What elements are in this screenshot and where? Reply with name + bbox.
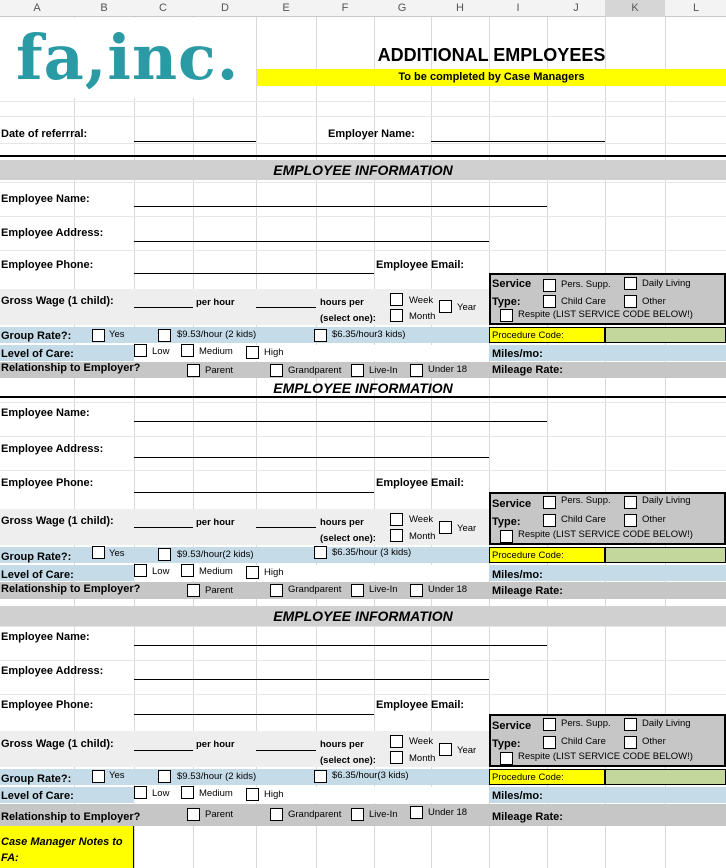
gross-wage-label: Gross Wage (1 child): [1,515,114,527]
column-b[interactable]: B [100,2,108,14]
low-label: Low [152,788,170,799]
procedure-code-label: Procedure Code: [492,550,564,561]
employee-phone-field[interactable] [134,714,374,715]
month-checkbox[interactable] [390,751,403,764]
rate-2kids-checkbox[interactable] [158,770,171,783]
hours-per-label: hours per [320,739,364,750]
year-checkbox[interactable] [439,521,452,534]
type-label: Type: [492,516,521,528]
employee-name-label: Employee Name: [1,631,90,643]
high-label: High [264,347,284,358]
rate-3kids-checkbox[interactable] [314,546,327,559]
under18-checkbox[interactable] [410,364,423,377]
month-checkbox[interactable] [390,309,403,322]
employee-phone-field[interactable] [134,273,374,274]
employee-phone-label: Employee Phone: [1,477,94,489]
rate-2kids-label: $9.53/hour(2 kids) [177,549,254,560]
child-care-label: Child Care [561,514,606,525]
daily-living-checkbox[interactable] [624,496,637,509]
procedure-code-field[interactable] [605,769,726,785]
service-label: Service [492,498,532,510]
low-checkbox[interactable] [134,786,147,799]
group-rate-yes-label: Yes [109,770,125,781]
year-checkbox[interactable] [439,743,452,756]
week-checkbox[interactable] [390,293,403,306]
parent-checkbox[interactable] [187,364,200,377]
rate-3kids-label: $6.35/hour(3 kids) [332,770,409,781]
grandparent-checkbox[interactable] [270,808,283,821]
medium-label: Medium [199,566,233,577]
procedure-code-field[interactable] [605,547,726,563]
medium-checkbox[interactable] [181,786,194,799]
parent-checkbox[interactable] [187,808,200,821]
employee-phone-field[interactable] [134,492,374,493]
medium-checkbox[interactable] [181,564,194,577]
live-in-label: Live-In [369,365,398,376]
divider [0,155,726,157]
rate-3kids-label: $6.35/hour (3 kids) [332,547,412,558]
high-label: High [264,789,284,800]
case-manager-notes-label: Case Manager Notes to FA: [1,836,123,864]
group-rate-label: Group Rate?: [1,330,72,342]
miles-label: Miles/mo: [492,348,543,360]
employee-address-field[interactable] [134,679,489,680]
live-in-label: Live-In [369,584,398,595]
respite-label: Respite (LIST SERVICE CODE BELOW!) [518,751,693,762]
year-label: Year [457,302,477,313]
live-in-checkbox[interactable] [351,584,364,597]
high-checkbox[interactable] [246,788,259,801]
child-care-checkbox[interactable] [543,514,556,527]
relationship-label: Relationship to Employer? [1,811,141,823]
gross-wage-label: Gross Wage (1 child): [1,295,114,307]
low-checkbox[interactable] [134,344,147,357]
parent-label: Parent [205,809,233,820]
hours-per-label: hours per [320,297,364,308]
month-label: Month [409,531,436,542]
level-blank-cell [316,565,489,581]
group-rate-yes-checkbox[interactable] [92,329,105,342]
column-f[interactable]: F [341,2,349,14]
procedure-code-field[interactable] [605,327,726,343]
week-label: Week [409,295,434,306]
rate-2kids-label: $9.53/hour (2 kids) [177,771,257,782]
level-of-care-label: Level of Care: [1,790,74,802]
column-j[interactable]: J [573,2,579,14]
grandparent-label: Grandparent [288,809,342,820]
procedure-code-label: Procedure Code: [492,330,564,341]
week-label: Week [409,736,434,747]
rate-2kids-checkbox[interactable] [158,548,171,561]
per-hour-label: per hour [196,517,235,528]
select-one-label: (select one): [320,313,376,324]
week-label: Week [409,514,434,525]
miles-label: Miles/mo: [492,790,543,802]
rate-3kids-checkbox[interactable] [314,329,327,342]
daily-living-checkbox[interactable] [624,277,637,290]
under18-checkbox[interactable] [410,806,423,819]
level-blank-cell [316,345,489,361]
type-label: Type: [492,296,521,308]
service-label: Service [492,720,532,732]
grandparent-checkbox[interactable] [270,584,283,597]
section-header: EMPLOYEE INFORMATION [273,380,453,396]
rate-3kids-checkbox[interactable] [314,770,327,783]
employee-name-field[interactable] [134,206,547,207]
column-c[interactable]: C [159,2,167,14]
hours-field[interactable] [256,527,316,528]
column-k[interactable]: K [631,2,639,14]
year-label: Year [457,523,477,534]
employee-address-label: Employee Address: [1,227,104,239]
procedure-code-label: Procedure Code: [492,772,564,783]
column-i[interactable]: I [516,2,520,14]
employee-address-field[interactable] [134,457,489,458]
live-in-checkbox[interactable] [351,364,364,377]
child-care-label: Child Care [561,736,606,747]
column-d[interactable]: D [221,2,229,14]
employee-name-field[interactable] [134,421,547,422]
low-label: Low [152,346,170,357]
respite-checkbox[interactable] [500,530,513,543]
section-header: EMPLOYEE INFORMATION [0,606,726,626]
hours-field[interactable] [256,750,316,751]
wage-field[interactable] [134,307,193,308]
referral-date-field[interactable] [134,141,256,142]
other-checkbox[interactable] [624,295,637,308]
pers-supp-checkbox[interactable] [543,718,556,731]
medium-checkbox[interactable] [181,344,194,357]
child-care-label: Child Care [561,296,606,307]
employee-email-label: Employee Email: [376,477,465,489]
under18-label: Under 18 [428,584,468,595]
daily-living-label: Daily Living [642,718,691,729]
medium-label: Medium [199,346,233,357]
under18-checkbox[interactable] [410,584,423,597]
other-checkbox[interactable] [624,514,637,527]
month-label: Month [409,311,436,322]
type-label: Type: [492,738,521,750]
respite-label: Respite (LIST SERVICE CODE BELOW!) [518,529,693,540]
other-label: Other [642,736,666,747]
employer-name-field[interactable] [431,141,605,142]
grandparent-label: Grandparent [288,584,342,595]
section-header: EMPLOYEE INFORMATION [0,160,726,180]
rate-2kids-label: $9.53/hour (2 kids) [177,329,257,340]
pers-supp-label: Pers. Supp. [561,718,611,729]
gross-wage-label: Gross Wage (1 child): [1,738,114,750]
employee-address-label: Employee Address: [1,443,104,455]
other-checkbox[interactable] [624,736,637,749]
service-label: Service [492,278,532,290]
week-checkbox[interactable] [390,735,403,748]
mileage-rate-label: Mileage Rate: [492,364,563,376]
column-h[interactable]: H [456,2,464,14]
hours-per-label: hours per [320,517,364,528]
live-in-checkbox[interactable] [351,808,364,821]
employee-name-field[interactable] [134,645,547,646]
company-logo: fa,inc. [12,18,245,98]
group-rate-label: Group Rate?: [1,773,72,785]
column-g[interactable]: G [397,2,407,14]
rate-3kids-label: $6.35/hour3 kids) [332,329,406,340]
month-checkbox[interactable] [390,529,403,542]
level-blank-cell [316,787,489,803]
child-care-checkbox[interactable] [543,295,556,308]
other-label: Other [642,514,666,525]
wage-field[interactable] [134,750,193,751]
month-label: Month [409,753,436,764]
daily-living-checkbox[interactable] [624,718,637,731]
employee-email-label: Employee Email: [376,259,465,271]
under18-label: Under 18 [428,807,468,818]
employee-phone-label: Employee Phone: [1,699,94,711]
under18-label: Under 18 [428,364,468,375]
group-rate-yes-label: Yes [109,329,125,340]
pers-supp-label: Pers. Supp. [561,495,611,506]
select-one-label: (select one): [320,755,376,766]
year-checkbox[interactable] [439,300,452,313]
form-title: ADDITIONAL EMPLOYEES [377,45,606,65]
rate-2kids-checkbox[interactable] [158,329,171,342]
respite-label: Respite (LIST SERVICE CODE BELOW!) [518,309,693,320]
live-in-label: Live-In [369,809,398,820]
daily-living-label: Daily Living [642,278,691,289]
case-manager-notes-label-cell [0,826,134,868]
group-rate-yes-checkbox[interactable] [92,770,105,783]
column-header-bar [0,0,726,17]
daily-living-label: Daily Living [642,495,691,506]
form-subtitle: To be completed by Case Managers [257,69,726,86]
relationship-label: Relationship to Employer? [1,362,141,374]
column-a[interactable]: A [33,2,41,14]
other-label: Other [642,296,666,307]
column-l[interactable]: L [692,2,700,14]
medium-label: Medium [199,788,233,799]
relationship-label: Relationship to Employer? [1,583,141,595]
group-rate-yes-checkbox[interactable] [92,546,105,559]
parent-label: Parent [205,585,233,596]
mileage-rate-label: Mileage Rate: [492,585,563,597]
employer-name-label: Employer Name: [328,128,415,140]
level-of-care-label: Level of Care: [1,348,74,360]
employee-name-label: Employee Name: [1,407,90,419]
column-e[interactable]: E [282,2,290,14]
case-manager-notes-field[interactable] [134,826,726,868]
pers-supp-checkbox[interactable] [543,279,556,292]
low-label: Low [152,566,170,577]
grandparent-checkbox[interactable] [270,364,283,377]
level-of-care-label: Level of Care: [1,569,74,581]
group-rate-label: Group Rate?: [1,551,72,563]
week-checkbox[interactable] [390,513,403,526]
high-checkbox[interactable] [246,346,259,359]
respite-checkbox[interactable] [500,752,513,765]
employee-address-label: Employee Address: [1,665,104,677]
group-rate-yes-label: Yes [109,548,125,559]
miles-label: Miles/mo: [492,569,543,581]
high-checkbox[interactable] [246,566,259,579]
respite-checkbox[interactable] [500,309,513,322]
mileage-rate-label: Mileage Rate: [492,811,563,823]
high-label: High [264,567,284,578]
parent-checkbox[interactable] [187,584,200,597]
grandparent-label: Grandparent [288,365,342,376]
year-label: Year [457,745,477,756]
pers-supp-label: Pers. Supp. [561,279,611,290]
wage-field[interactable] [134,527,193,528]
divider [0,396,726,398]
hours-field[interactable] [256,307,316,308]
employee-email-label: Employee Email: [376,699,465,711]
per-hour-label: per hour [196,739,235,750]
select-one-label: (select one): [320,533,376,544]
employee-phone-label: Employee Phone: [1,259,94,271]
employee-address-field[interactable] [134,241,489,242]
employee-name-label: Employee Name: [1,193,90,205]
pers-supp-checkbox[interactable] [543,496,556,509]
low-checkbox[interactable] [134,564,147,577]
child-care-checkbox[interactable] [543,736,556,749]
referral-date-label: Date of referrral: [1,128,88,140]
per-hour-label: per hour [196,297,235,308]
parent-label: Parent [205,365,233,376]
